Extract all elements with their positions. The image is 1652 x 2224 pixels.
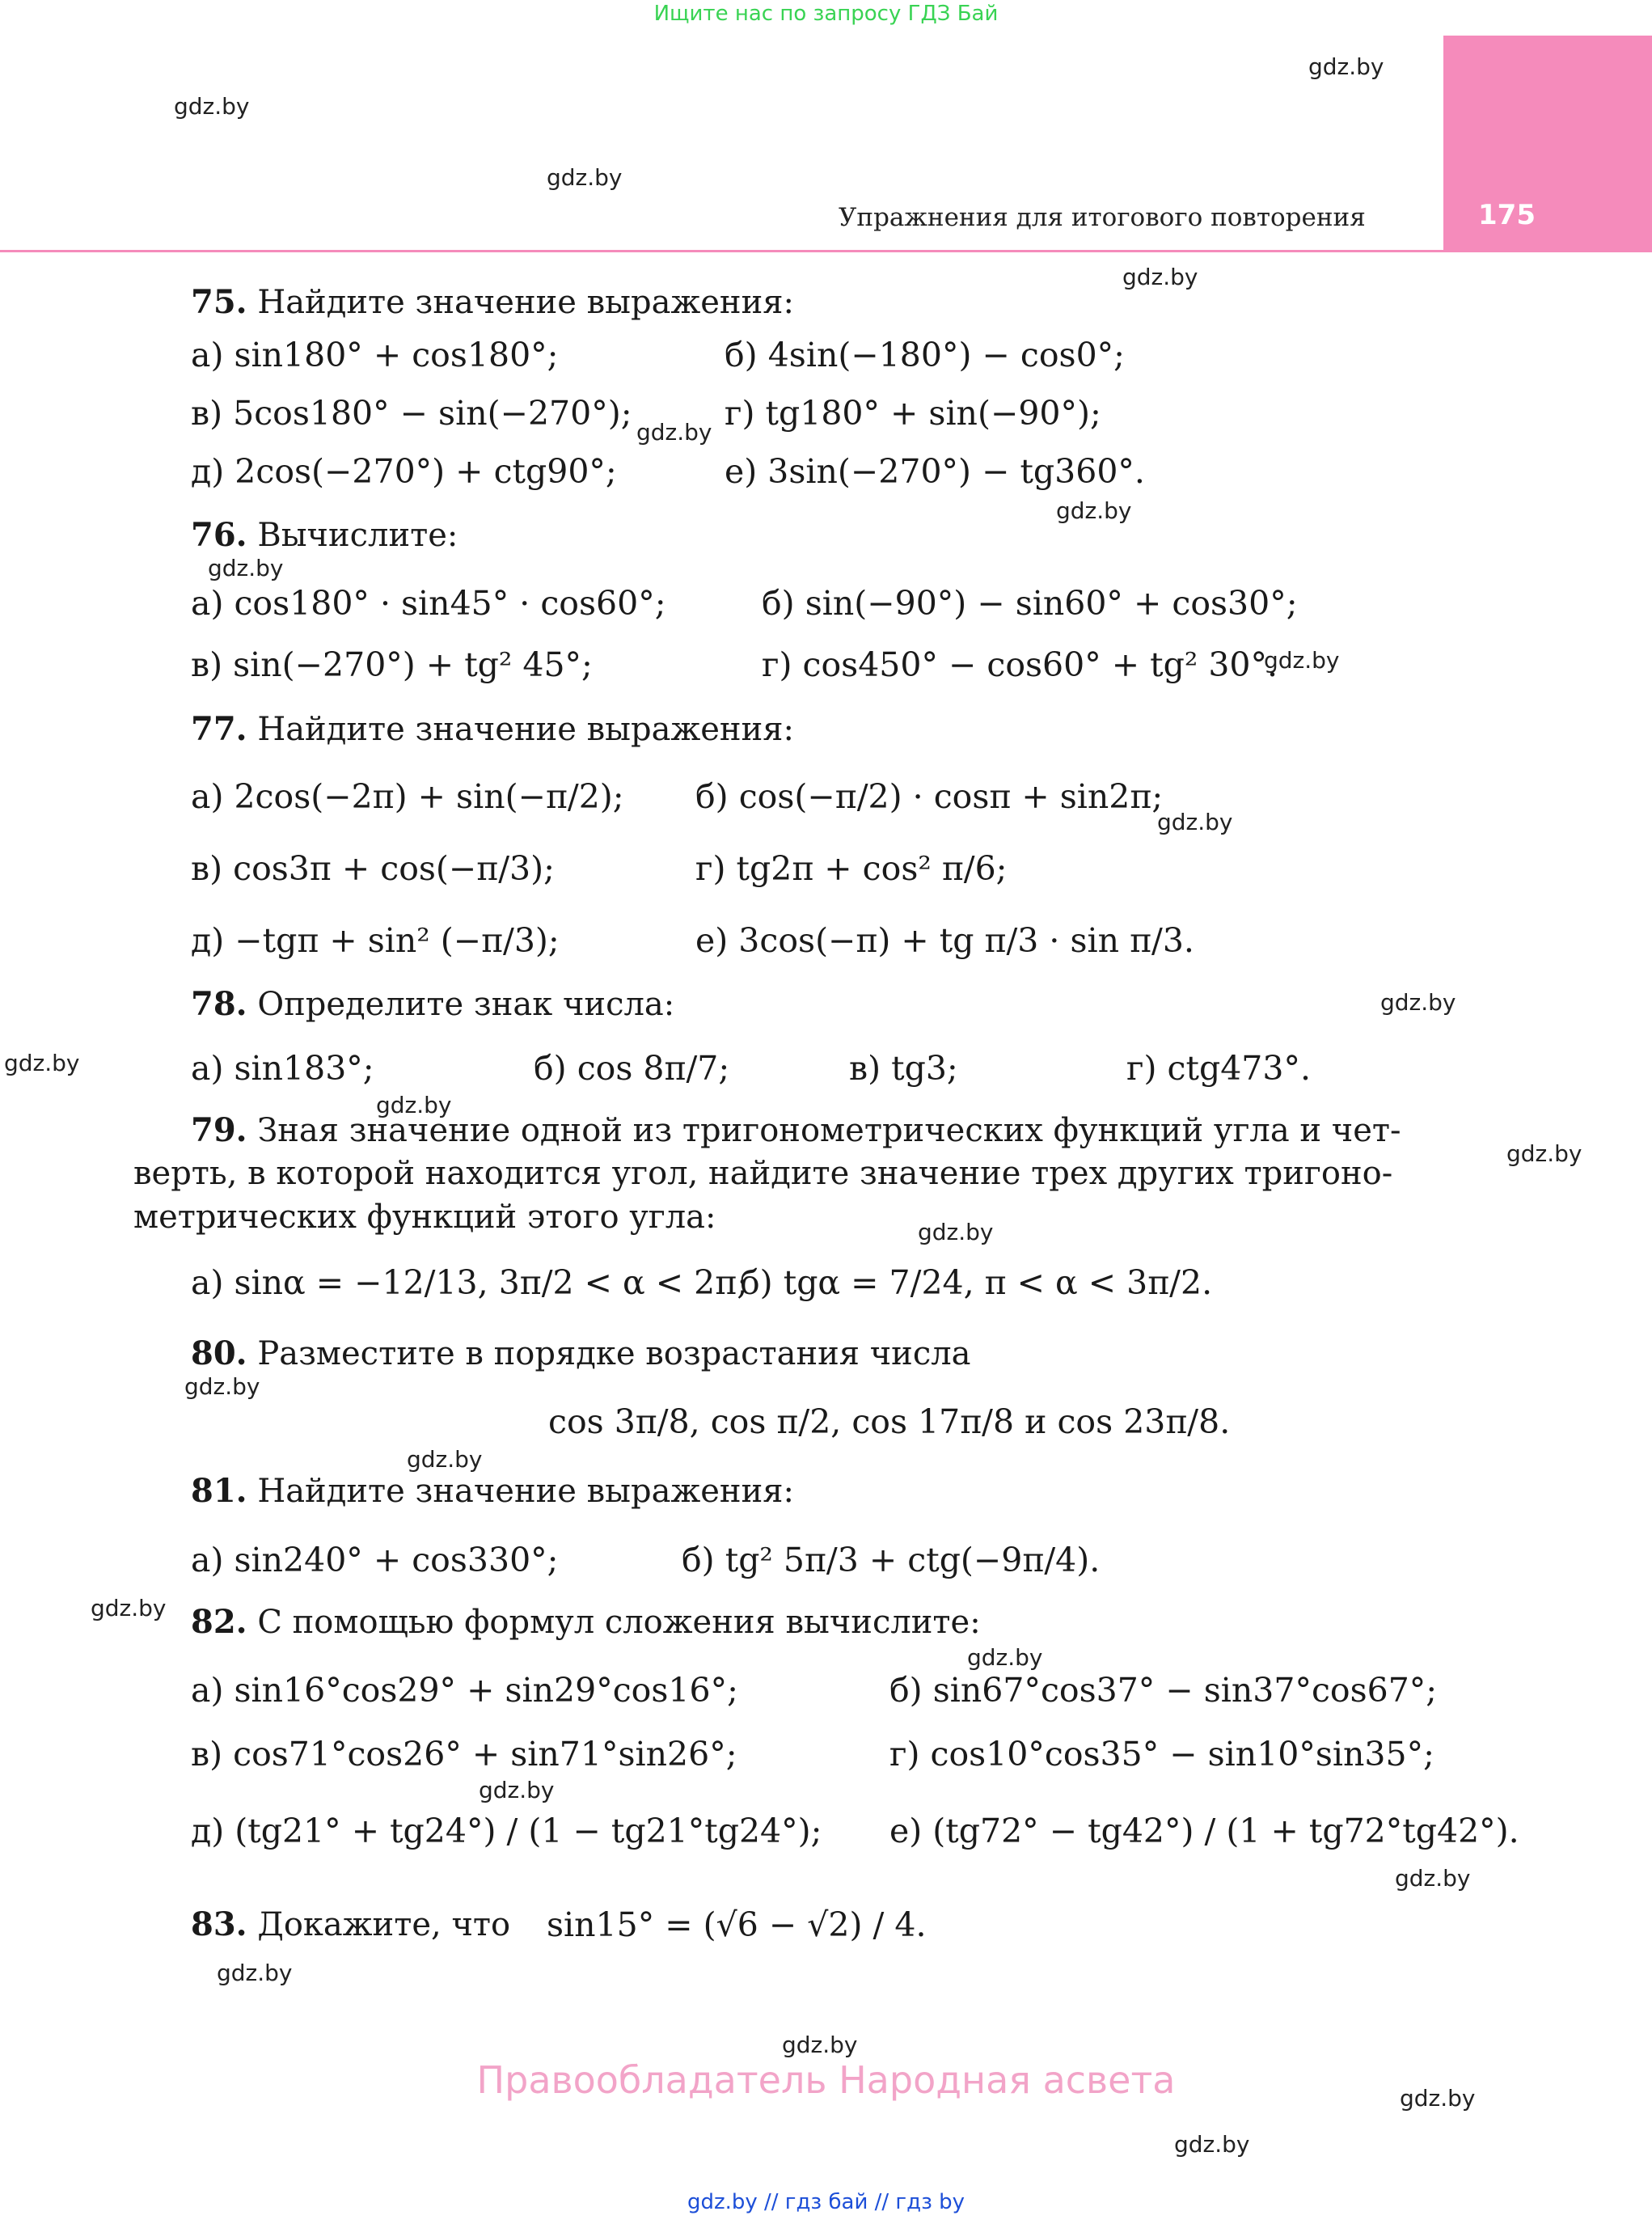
task-77-item: а) 2cos(−2π) + sin(−π/2); bbox=[191, 777, 624, 816]
task-78-item: г) ctg473°. bbox=[1126, 1049, 1311, 1088]
watermark: gdz.by bbox=[1308, 53, 1384, 80]
task-82-item: г) cos10°cos35° − sin10°sin35°; bbox=[889, 1735, 1434, 1774]
watermark: gdz.by bbox=[1400, 2085, 1476, 2112]
task-75-item: в) 5cos180° − sin(−270°); bbox=[191, 394, 632, 433]
task-82-item: б) sin67°cos37° − sin37°cos67°; bbox=[889, 1671, 1438, 1710]
watermark: gdz.by bbox=[782, 2032, 858, 2058]
task-77-item: е) 3cos(−π) + tg π/3 · sin π/3. bbox=[695, 921, 1194, 960]
task-77-item: б) cos(−π/2) · cosπ + sin2π; bbox=[695, 777, 1164, 816]
task-82-title: 82. С помощью формул сложения вычислите: bbox=[191, 1603, 981, 1641]
task-79-text-line1: 79. Зная значение одной из тригонометрических функций угла и чет- bbox=[191, 1111, 1401, 1149]
watermark: gdz.by bbox=[967, 1644, 1043, 1671]
watermark: gdz.by bbox=[4, 1050, 80, 1076]
task-78-item: в) tg3; bbox=[849, 1049, 958, 1088]
task-83-title: 83. Докажите, что bbox=[191, 1905, 511, 1943]
watermark: gdz.by bbox=[547, 164, 623, 191]
task-75-item: а) sin180° + cos180°; bbox=[191, 336, 559, 374]
task-75-item: б) 4sin(−180°) − cos0°; bbox=[725, 336, 1125, 374]
header-title: Упражнения для итогового повторения bbox=[839, 203, 1366, 232]
task-75-item: д) 2cos(−270°) + ctg90°; bbox=[191, 452, 617, 491]
task-80-expression: cos 3π/8, cos π/2, cos 17π/8 и cos 23π/8. bbox=[548, 1402, 1231, 1441]
task-76-title: 76. Вычислите: bbox=[191, 516, 458, 554]
task-82-item: д) (tg21° + tg24°) / (1 − tg21°tg24°); bbox=[191, 1812, 822, 1850]
page-number-tab bbox=[1443, 36, 1652, 252]
watermark: gdz.by bbox=[1157, 809, 1233, 835]
task-79-item: б) tgα = 7/24, π < α < 3π/2. bbox=[740, 1263, 1213, 1302]
watermark: gdz.by bbox=[174, 93, 250, 120]
task-77-item: д) −tgπ + sin² (−π/3); bbox=[191, 921, 560, 960]
task-78-item: б) cos 8π/7; bbox=[534, 1049, 730, 1088]
watermark: gdz.by bbox=[376, 1092, 452, 1118]
watermark: gdz.by bbox=[1395, 1865, 1471, 1892]
task-83-expression: sin15° = (√6 − √2) / 4. bbox=[547, 1905, 927, 1944]
watermark: gdz.by bbox=[1506, 1140, 1582, 1167]
page-number: 175 bbox=[1478, 199, 1536, 231]
task-80-title: 80. Разместите в порядке возрастания числа bbox=[191, 1334, 971, 1372]
watermark: gdz.by bbox=[479, 1777, 555, 1803]
task-75-item: е) 3sin(−270°) − tg360°. bbox=[725, 452, 1145, 491]
task-78-item: а) sin183°; bbox=[191, 1049, 374, 1088]
task-76-item: а) cos180° · sin45° · cos60°; bbox=[191, 584, 666, 623]
watermark: gdz.by bbox=[91, 1595, 167, 1621]
header-divider bbox=[0, 250, 1443, 252]
task-79-text-line2: верть, в которой находится угол, найдите значение трех других тригоно- bbox=[133, 1155, 1393, 1192]
task-78-title: 78. Определите знак числа: bbox=[191, 985, 675, 1023]
watermark: gdz.by bbox=[407, 1446, 483, 1473]
watermark: gdz.by bbox=[1380, 989, 1456, 1016]
task-75-item: г) tg180° + sin(−90°); bbox=[725, 394, 1101, 433]
watermark: gdz.by bbox=[1264, 647, 1340, 674]
watermark: gdz.by bbox=[1056, 497, 1132, 524]
task-82-item: е) (tg72° − tg42°) / (1 + tg72°tg42°). bbox=[889, 1812, 1519, 1850]
task-76-item: в) sin(−270°) + tg² 45°; bbox=[191, 645, 593, 684]
task-77-item: в) cos3π + cos(−π/3); bbox=[191, 849, 555, 888]
watermark: gdz.by bbox=[208, 555, 284, 581]
task-76-item: г) cos450° − cos60° + tg² 30°. bbox=[762, 645, 1278, 684]
watermark: gdz.by bbox=[1122, 264, 1198, 290]
task-79-item: а) sinα = −12/13, 3π/2 < α < 2π; bbox=[191, 1263, 749, 1302]
task-81-item: б) tg² 5π/3 + ctg(−9π/4). bbox=[682, 1541, 1101, 1579]
task-76-item: б) sin(−90°) − sin60° + cos30°; bbox=[762, 584, 1298, 623]
watermark: gdz.by bbox=[184, 1373, 260, 1400]
task-81-title: 81. Найдите значение выражения: bbox=[191, 1472, 794, 1510]
watermark: gdz.by bbox=[217, 1960, 293, 1986]
watermark: gdz.by bbox=[1174, 2131, 1250, 2158]
task-81-item: а) sin240° + cos330°; bbox=[191, 1541, 559, 1579]
watermark: gdz.by bbox=[636, 419, 712, 446]
task-82-item: а) sin16°cos29° + sin29°cos16°; bbox=[191, 1671, 738, 1710]
task-77-item: г) tg2π + cos² π/6; bbox=[695, 849, 1008, 888]
task-77-title: 77. Найдите значение выражения: bbox=[191, 710, 794, 748]
footer-links[interactable]: gdz.by // гдз бай // гдз by bbox=[687, 2190, 965, 2214]
task-79-text-line3: метрических функций этого угла: bbox=[133, 1199, 716, 1236]
copyright-watermark: Правообладатель Народная асвета bbox=[476, 2058, 1176, 2102]
task-75-title: 75. Найдите значение выражения: bbox=[191, 283, 794, 321]
watermark: gdz.by bbox=[918, 1219, 994, 1245]
task-82-item: в) cos71°cos26° + sin71°sin26°; bbox=[191, 1735, 737, 1774]
top-banner[interactable]: Ищите нас по запросу ГДЗ Бай bbox=[653, 2, 999, 26]
